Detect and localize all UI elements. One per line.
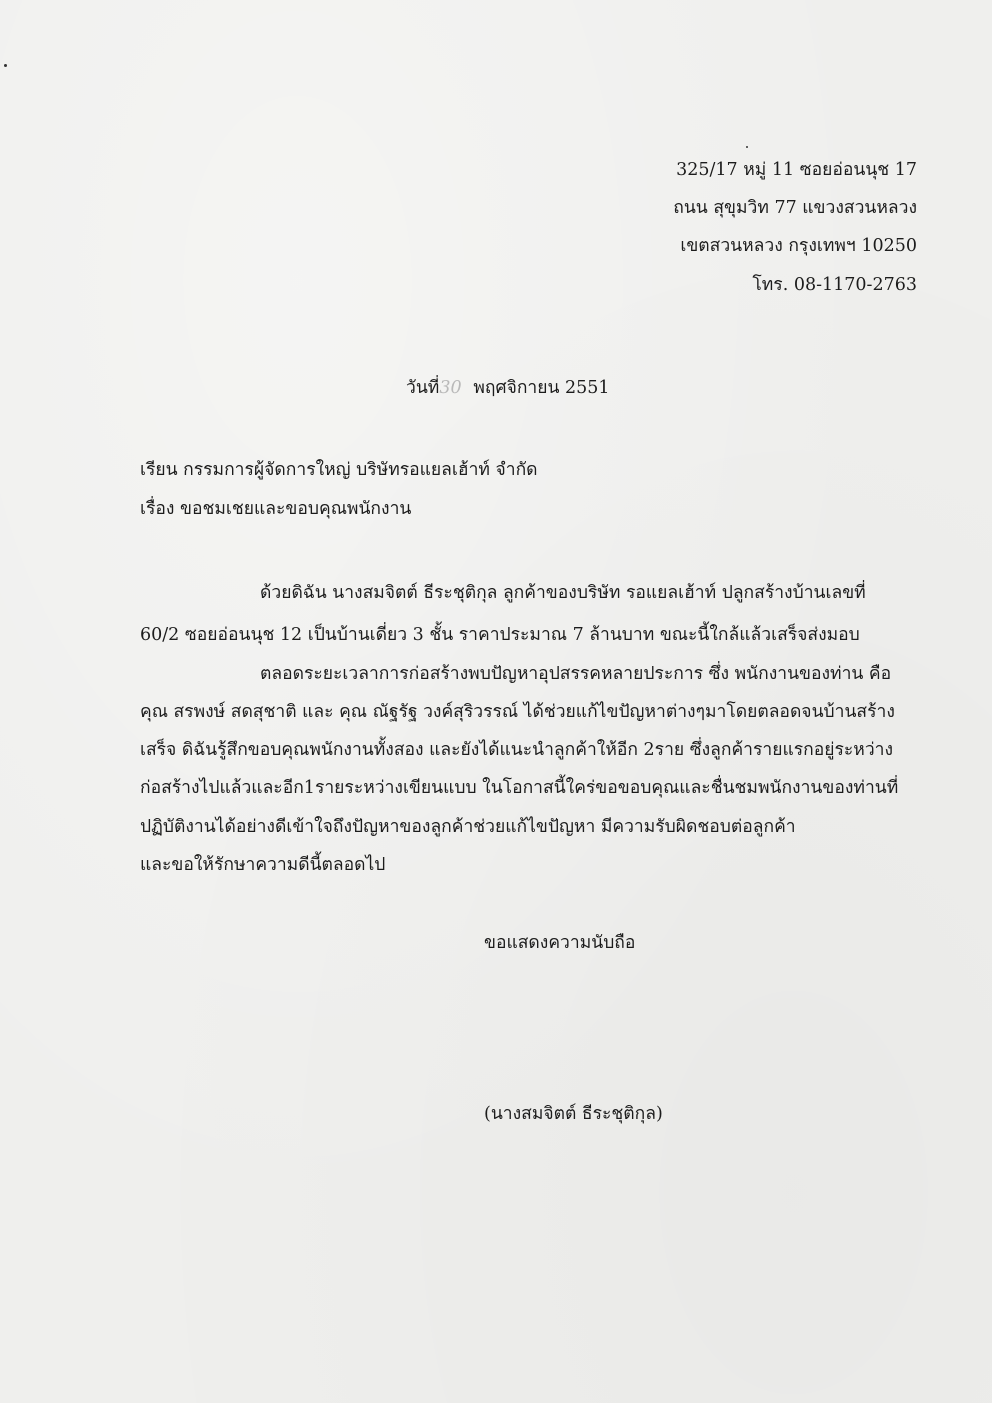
closing-salutation: ขอแสดงความนับถือ (484, 933, 636, 953)
date-prefix: วันที่ (406, 378, 440, 398)
date-month-year: พฤศจิกายน 2551 (473, 378, 610, 398)
body-line: คุณ สรพงษ์ สดสุชาติ และ คุณ ณัฐรัฐ วงค์สุริวรรณ์ ได้ช่วยแก้ไขปัญหาต่างๆมาโดยตลอดจนบ้านสร้าง (140, 702, 895, 722)
body-line: เสร็จ ดิฉันรู้สึกขอบคุณพนักงานทั้งสอง และยังได้แนะนำลูกค้าให้อีก 2ราย ซึ่งลูกค้ารายแรกอยู่ระหว่าง (140, 740, 894, 760)
body-line: 60/2 ซอยอ่อนนุช 12 เป็นบ้านเดี่ยว 3 ชั้น ราคาประมาณ 7 ล้านบาท ขณะนี้ใกล้แล้วเสร็จส่งมอบ (140, 625, 860, 645)
sender-address-line-2: ถนน สุขุมวิท 77 แขวงสวนหลวง (673, 198, 917, 218)
scan-speck (746, 146, 748, 148)
sender-address-line-3: เขตสวนหลวง กรุงเทพฯ 10250 (680, 236, 917, 256)
body-line: และขอให้รักษาความดีนี้ตลอดไป (140, 855, 386, 875)
body-line: ตลอดระยะเวลาการก่อสร้างพบปัญหาอุปสรรคหลายประการ ซึ่ง พนักงานของท่าน คือ (260, 664, 892, 684)
subject-line: เรื่อง ขอชมเชยและขอบคุณพนักงาน (140, 499, 412, 519)
signature-name: (นางสมจิตต์ ธีระชุติกุล) (484, 1104, 663, 1124)
body-line: ด้วยดิฉัน นางสมจิตต์ ธีระชุติกุล ลูกค้าของบริษัท รอแยลเฮ้าท์ ปลูกสร้างบ้านเลขที่ (260, 583, 866, 603)
body-line: ปฏิบัติงานได้อย่างดีเข้าใจถึงปัญหาของลูกค้าช่วยแก้ไขปัญหา มีความรับผิดชอบต่อลูกค้า (140, 817, 796, 837)
date-day-handwritten: 30 (439, 378, 462, 398)
scan-speck (4, 64, 7, 67)
sender-phone: โทร. 08-1170-2763 (752, 275, 917, 295)
recipient-line: เรียน กรรมการผู้จัดการใหญ่ บริษัทรอแยลเฮ้าท์ จำกัด (140, 460, 538, 480)
sender-address-line-1: 325/17 หมู่ 11 ซอยอ่อนนุช 17 (676, 160, 917, 180)
body-line: ก่อสร้างไปแล้วและอีก1รายระหว่างเขียนแบบ ในโอกาสนี้ใคร่ขอขอบคุณและชื่นชมพนักงานของท่านที่ (140, 778, 899, 798)
letter-date (406, 376, 610, 400)
